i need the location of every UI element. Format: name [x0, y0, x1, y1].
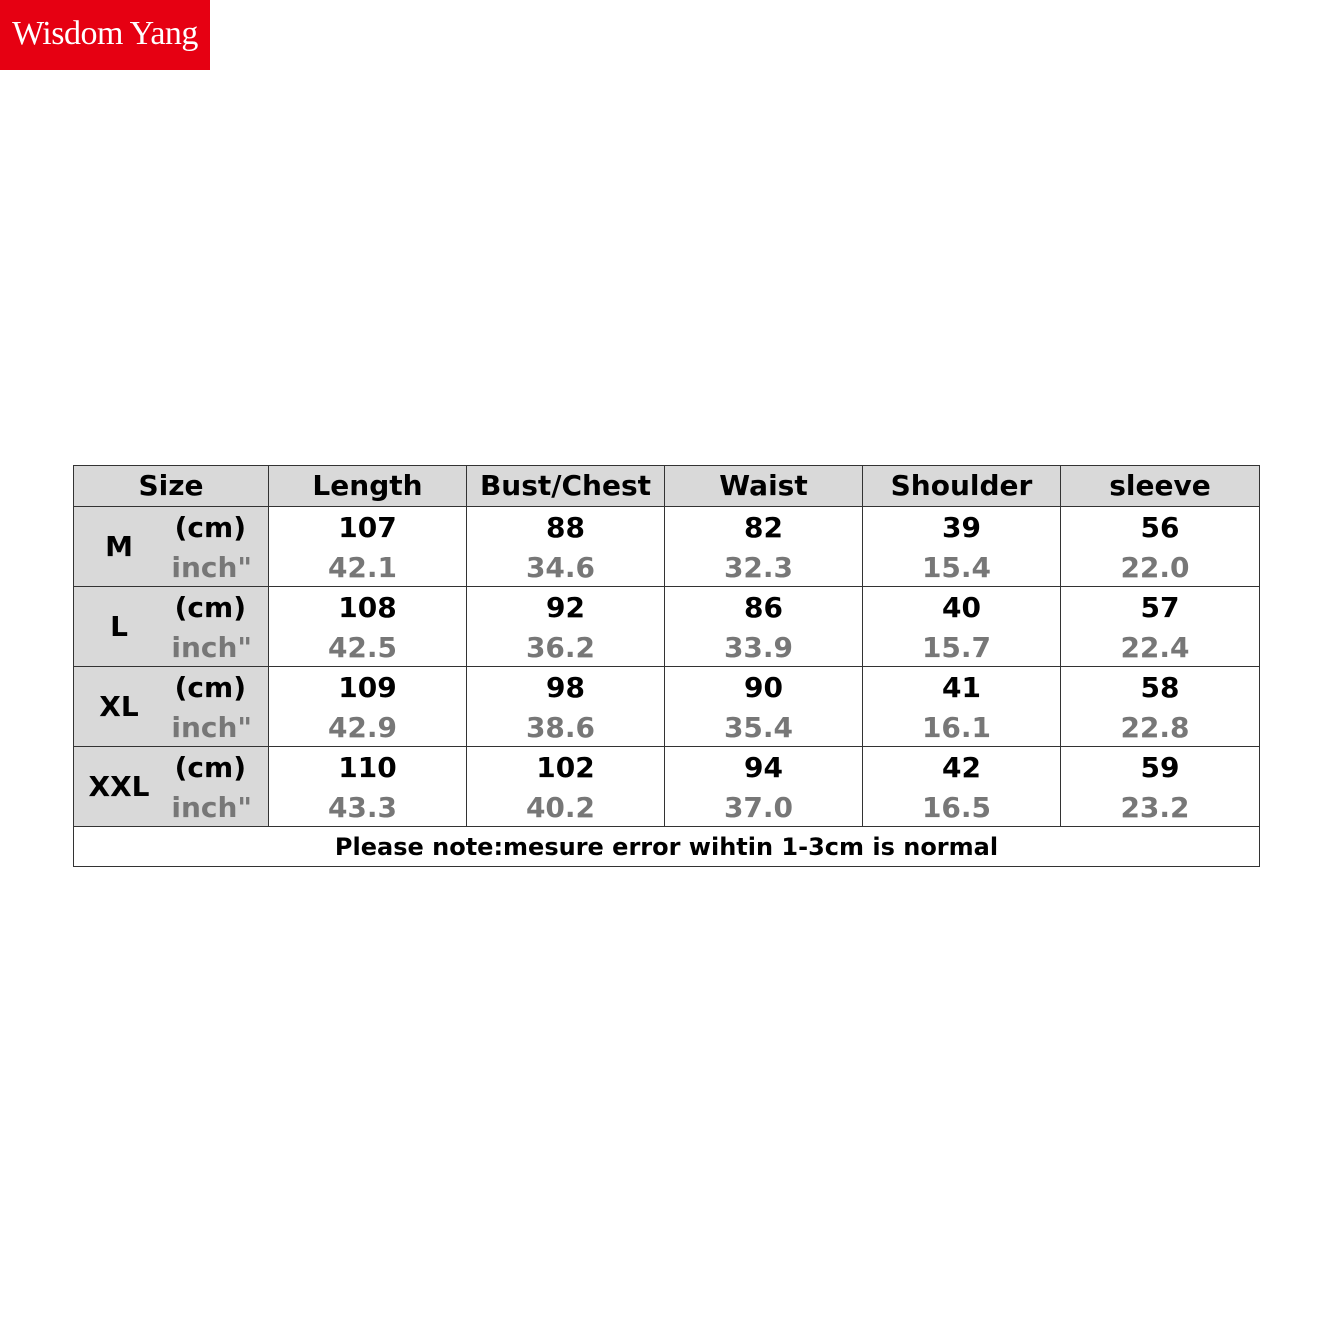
- inch-value: 38.6: [525, 711, 596, 744]
- size-label: M: [105, 530, 133, 563]
- waist-cell: [665, 587, 863, 667]
- size-cell: [74, 667, 269, 747]
- size-cell: [74, 747, 269, 827]
- unit-cm-label: (cm): [174, 671, 246, 704]
- shoulder-cell: [863, 507, 1061, 587]
- length-cell: [269, 587, 467, 667]
- size-label: XL: [99, 690, 139, 723]
- sleeve-cell: [1061, 587, 1260, 667]
- inch-value: 40.2: [525, 791, 596, 824]
- inch-value: 16.5: [921, 791, 992, 824]
- waist-cell: [665, 667, 863, 747]
- cm-value: 40: [942, 591, 981, 624]
- cm-value: 41: [942, 671, 981, 704]
- table-row: [74, 587, 1260, 667]
- inch-value: 16.1: [921, 711, 992, 744]
- waist-cell: [665, 507, 863, 587]
- inch-value: 37.0: [723, 791, 794, 824]
- inch-value: 32.3: [723, 551, 794, 584]
- inch-value: 33.9: [723, 631, 794, 664]
- size-chart-table: [73, 465, 1260, 867]
- cm-value: 90: [744, 671, 783, 704]
- cm-value: 57: [1140, 591, 1180, 624]
- inch-value: 22.0: [1120, 551, 1190, 584]
- waist-cell: [665, 747, 863, 827]
- header-sleeve: sleeve: [1061, 466, 1260, 507]
- table-row: [74, 507, 1260, 587]
- cm-value: 86: [744, 591, 783, 624]
- inch-value: 15.7: [921, 631, 992, 664]
- shoulder-cell: [863, 747, 1061, 827]
- inch-value: 22.4: [1120, 631, 1190, 664]
- sleeve-cell: [1061, 667, 1260, 747]
- cm-value: 110: [338, 751, 397, 784]
- header-bust-chest: Bust/Chest: [467, 466, 665, 507]
- unit-cm-label: (cm): [174, 751, 246, 784]
- inch-value: 36.2: [525, 631, 596, 664]
- length-cell: [269, 667, 467, 747]
- length-cell: [269, 747, 467, 827]
- header-waist: Waist: [665, 466, 863, 507]
- unit-inch-label: inch": [171, 631, 252, 664]
- size-cell: [74, 507, 269, 587]
- inch-value: 15.4: [921, 551, 992, 584]
- cm-value: 88: [546, 511, 585, 544]
- cm-value: 102: [536, 751, 595, 784]
- size-cell: [74, 587, 269, 667]
- header-shoulder: Shoulder: [863, 466, 1061, 507]
- inch-value: 43.3: [327, 791, 398, 824]
- cm-value: 108: [338, 591, 397, 624]
- inch-value: 22.8: [1120, 711, 1190, 744]
- unit-cm-label: (cm): [174, 511, 246, 544]
- size-label: XXL: [88, 770, 150, 803]
- cm-value: 98: [546, 671, 585, 704]
- table-header-row: [74, 466, 1260, 507]
- unit-inch-label: inch": [171, 711, 252, 744]
- bust-cell: [467, 667, 665, 747]
- sleeve-cell: [1061, 507, 1260, 587]
- sleeve-cell: [1061, 747, 1260, 827]
- cm-value: 39: [942, 511, 981, 544]
- inch-value: 23.2: [1120, 791, 1190, 824]
- cm-value: 42: [942, 751, 981, 784]
- cm-value: 59: [1140, 751, 1180, 784]
- length-cell: [269, 507, 467, 587]
- cm-value: 58: [1140, 671, 1180, 704]
- cm-value: 56: [1140, 511, 1180, 544]
- table-row: [74, 667, 1260, 747]
- inch-value: 42.9: [327, 711, 398, 744]
- cm-value: 107: [338, 511, 397, 544]
- brand-logo: Wisdom Yang: [0, 0, 210, 70]
- measurement-note: Please note:mesure error wihtin 1-3cm is normal: [74, 827, 1260, 867]
- shoulder-cell: [863, 667, 1061, 747]
- header-size: Size: [74, 466, 269, 507]
- inch-value: 35.4: [723, 711, 794, 744]
- unit-inch-label: inch": [171, 551, 252, 584]
- bust-cell: [467, 747, 665, 827]
- bust-cell: [467, 587, 665, 667]
- shoulder-cell: [863, 587, 1061, 667]
- unit-cm-label: (cm): [174, 591, 246, 624]
- inch-value: 34.6: [525, 551, 596, 584]
- unit-inch-label: inch": [171, 791, 252, 824]
- cm-value: 82: [744, 511, 783, 544]
- inch-value: 42.1: [327, 551, 398, 584]
- inch-value: 42.5: [327, 631, 398, 664]
- header-length: Length: [269, 466, 467, 507]
- note-row: [74, 827, 1260, 867]
- table-row: [74, 747, 1260, 827]
- bust-cell: [467, 507, 665, 587]
- cm-value: 109: [338, 671, 397, 704]
- size-label: L: [110, 610, 128, 643]
- cm-value: 92: [546, 591, 585, 624]
- cm-value: 94: [744, 751, 783, 784]
